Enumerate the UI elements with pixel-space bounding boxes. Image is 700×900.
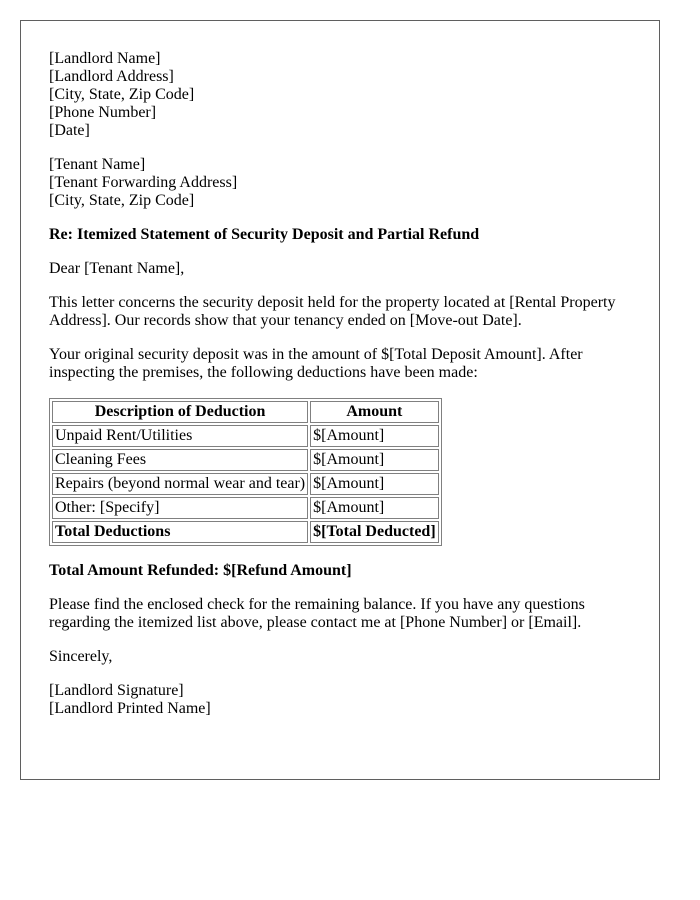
table-total-row: [52, 521, 439, 543]
table-row: [52, 473, 439, 495]
letter-page: [20, 20, 660, 780]
table-header-row: [52, 401, 439, 423]
table-row: [52, 425, 439, 447]
landlord-city-state-zip: [City, State, Zip Code]: [49, 86, 195, 103]
subject-line: Re: Itemized Statement of Security Deposit and Partial Refund: [49, 226, 480, 243]
deduction-amount: $[Amount]: [310, 449, 439, 471]
closing-paragraph: Please find the enclosed check for the remaining balance. If you have any questions regarding the itemized list above, please contact me at [Phone Number] or [Email].: [49, 596, 585, 631]
column-header-description: Description of Deduction: [52, 401, 308, 423]
deduction-amount: $[Amount]: [310, 473, 439, 495]
landlord-signature: [Landlord Signature]: [49, 682, 184, 699]
landlord-printed-name: [Landlord Printed Name]: [49, 700, 211, 717]
landlord-address-block: [49, 50, 631, 140]
table-row: [52, 497, 439, 519]
landlord-name: [Landlord Name]: [49, 50, 161, 67]
deduction-description: Unpaid Rent/Utilities: [52, 425, 308, 447]
tenant-city-state-zip: [City, State, Zip Code]: [49, 192, 195, 209]
tenant-name: [Tenant Name]: [49, 156, 146, 173]
landlord-phone: [Phone Number]: [49, 104, 157, 121]
deduction-description: Repairs (beyond normal wear and tear): [52, 473, 308, 495]
deduction-description: Cleaning Fees: [52, 449, 308, 471]
total-deductions-label: Total Deductions: [52, 521, 308, 543]
complimentary-close: Sincerely,: [49, 648, 113, 665]
tenant-address-block: [49, 156, 631, 210]
signature-block: [49, 682, 631, 718]
salutation: Dear [Tenant Name],: [49, 260, 185, 277]
tenant-forwarding-address: [Tenant Forwarding Address]: [49, 174, 238, 191]
total-deductions-amount: $[Total Deducted]: [310, 521, 439, 543]
landlord-address: [Landlord Address]: [49, 68, 174, 85]
refund-total: Total Amount Refunded: $[Refund Amount]: [49, 562, 352, 579]
letter-date: [Date]: [49, 122, 90, 139]
deduction-description: Other: [Specify]: [52, 497, 308, 519]
table-row: [52, 449, 439, 471]
intro-paragraph: This letter concerns the security deposit held for the property located at [Rental Property Address]. Our records show that your tenancy ended on [Move-out Date].: [49, 294, 616, 329]
deposit-paragraph: Your original security deposit was in the amount of $[Total Deposit Amount]. After inspecting the premises, the following deductions have been made:: [49, 346, 583, 381]
deduction-amount: $[Amount]: [310, 425, 439, 447]
deduction-amount: $[Amount]: [310, 497, 439, 519]
deductions-table: [49, 398, 442, 546]
column-header-amount: Amount: [310, 401, 439, 423]
